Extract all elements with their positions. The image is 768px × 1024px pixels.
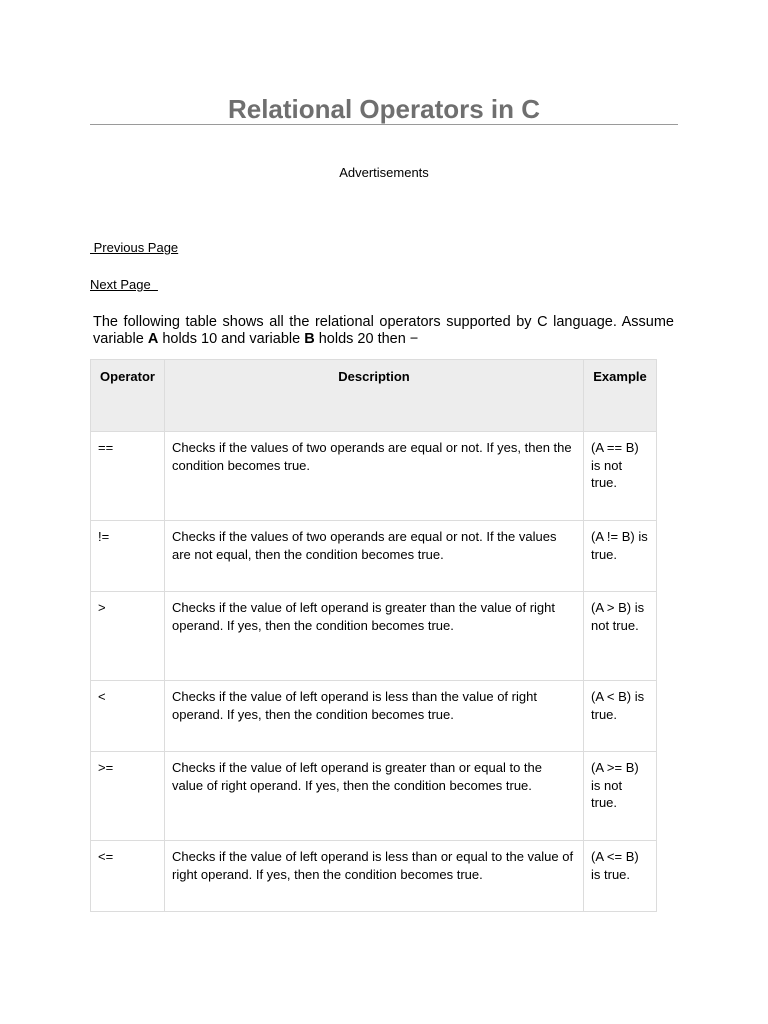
table-header-row: [91, 360, 657, 432]
next-page-link[interactable]: Next Page: [90, 277, 158, 292]
example-cell: (A <= B) is true.: [584, 841, 657, 912]
previous-page-link[interactable]: Previous Page: [90, 240, 179, 255]
description-cell: Checks if the values of two operands are equal or not. If the values are not equal, then the condition becomes true.: [165, 521, 584, 592]
table-row: [91, 841, 657, 912]
description-cell: Checks if the values of two operands are equal or not. If yes, then the condition becomes true.: [165, 432, 584, 521]
title-underline: [90, 124, 678, 125]
header-description: Description: [165, 360, 584, 432]
operator-cell: <: [91, 681, 165, 752]
example-cell: (A < B) is true.: [584, 681, 657, 752]
intro-paragraph: [93, 314, 674, 348]
page-title: Relational Operators in C: [227, 94, 541, 124]
example-cell: (A == B) is not true.: [584, 432, 657, 521]
variable-a: A: [147, 331, 159, 347]
table-row: [91, 521, 657, 592]
header-operator: Operator: [91, 360, 165, 432]
table-row: [91, 752, 657, 841]
operator-cell: ==: [91, 432, 165, 521]
variable-b: B: [304, 331, 315, 347]
table-row: [91, 592, 657, 681]
header-example: Example: [584, 360, 657, 432]
advertisements-label: Advertisements: [339, 165, 429, 180]
intro-text-start: The following table shows all the relational operators supported by C language. Assume variable: [93, 314, 674, 347]
operator-cell: <=: [91, 841, 165, 912]
example-cell: (A > B) is not true.: [584, 592, 657, 681]
description-cell: Checks if the value of left operand is less than the value of right operand. If yes, then the condition becomes true.: [165, 681, 584, 752]
operator-cell: !=: [91, 521, 165, 592]
table-row: [91, 681, 657, 752]
operator-cell: >=: [91, 752, 165, 841]
table-row: [91, 432, 657, 521]
operator-cell: >: [91, 592, 165, 681]
example-cell: (A != B) is true.: [584, 521, 657, 592]
description-cell: Checks if the value of left operand is less than or equal to the value of right operand. If yes, then the condition becomes true.: [165, 841, 584, 912]
description-cell: Checks if the value of left operand is greater than or equal to the value of right operand. If yes, then the condition becomes true.: [165, 752, 584, 841]
intro-text-end: holds 20 then −: [314, 331, 419, 347]
example-cell: (A >= B) is not true.: [584, 752, 657, 841]
intro-text-middle: holds 10 and variable: [158, 331, 305, 347]
description-cell: Checks if the value of left operand is greater than the value of right operand. If yes, then the condition becomes true.: [165, 592, 584, 681]
relational-operators-table: [90, 359, 657, 912]
